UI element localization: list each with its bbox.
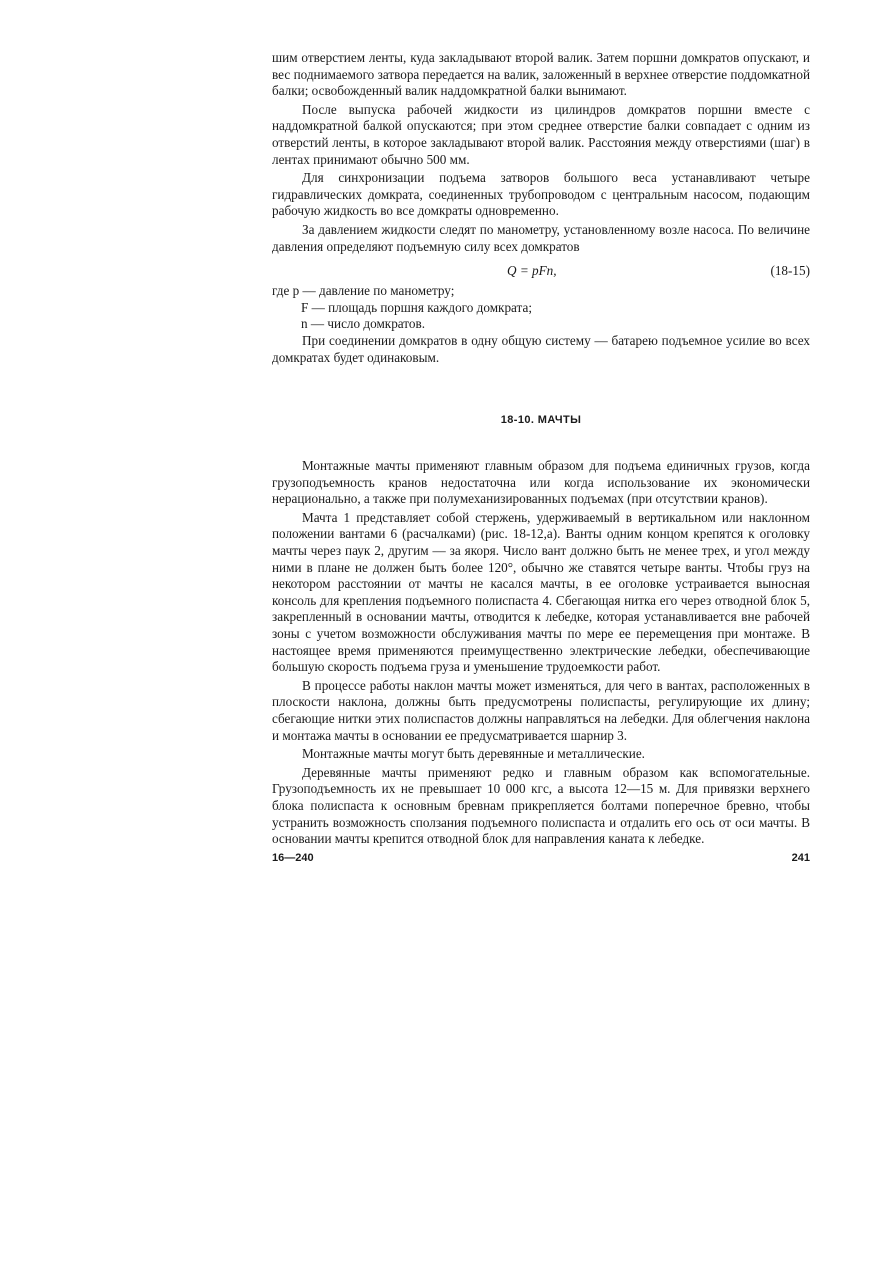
paragraph-mast-tilt: В процессе работы наклон мачты может изменяться, для чего в вантах, расположенных в плоскости наклона, должны быть предусмотрены полиспасты, регулирующие их длину; сбегающие нитки этих полиспастов должны направляться на лебедки. Для облегчения наклона и монтажа мачты в основании ее предусматривается шарнир 3. bbox=[272, 677, 810, 743]
paragraph-battery: При соединении домкратов в одну общую систему — батарею подъемное усилие во всех домкратах будет одинаковым. bbox=[272, 332, 810, 365]
paragraph-pressure: За давлением жидкости следят по манометру, установленному возле насоса. По величине давления определяют подъемную силу всех домкратов bbox=[272, 221, 810, 254]
legend-line-F: F — площадь поршня каждого домкрата; bbox=[301, 299, 532, 315]
printer-signature: 16—240 bbox=[272, 851, 314, 864]
page-body bbox=[272, 50, 810, 870]
formula-number: (18-15) bbox=[770, 263, 810, 279]
formula-row bbox=[272, 261, 810, 283]
formula-expression: Q = pFn, bbox=[507, 263, 557, 279]
formula-legend bbox=[272, 283, 810, 333]
legend-line-p: где p — давление по манометру; bbox=[272, 283, 455, 299]
page-footer bbox=[272, 852, 810, 870]
paragraph-jack-lowering: шим отверстием ленты, куда закладывают второй валик. Затем поршни домкратов опускают, и вес поднимаемого затвора передается на валик, заложенный в верхнее отверстие поддомкатной балки; освобожденный валик наддомкратной балки вынимают. bbox=[272, 50, 810, 99]
legend-line-n: n — число домкратов. bbox=[301, 316, 426, 332]
paragraph-mast-types: Монтажные мачты могут быть деревянные и металлические. bbox=[302, 746, 645, 762]
section-heading: 18-10. МАЧТЫ bbox=[500, 414, 582, 427]
paragraph-mast-structure: Мачта 1 представляет собой стержень, удерживаемый в вертикальном или наклонном положении вантами 6 (расчалками) (рис. 18-12,а). Ванты одним концом крепятся к оголовку мачты через паук 2, другим — за якоря. Число вант должно быть не менее трех, и угол между ними в плане не должен быть более 120°, обычно же ставятся четыре ванты. Чтобы груз на некотором расстоянии от мачты не касался мачты, в ее оголовке устраивается выносная консоль для крепления подъемного полиспаста 4. Сбегающая нитка его через отводной блок 5, закрепленный в основании мачты, отводится к лебедке, которая устанавливается вне рабочей зоны с учетом возможности обслуживания мачты по мере ее перемещения при монтаже. В настоящее время применяются преимущественно электрические лебедки, обеспечивающие большую скорость подъема груза и уменьшение трудоемкости работ. bbox=[272, 509, 810, 675]
paragraph-synchronization: Для синхронизации подъема затворов большого веса устанавливают четыре гидравлических домкрата, соединенных трубопроводом с центральным насосом, подающим рабочую жидкость во все домкраты одновременно. bbox=[272, 170, 810, 219]
paragraph-working-fluid: После выпуска рабочей жидкости из цилиндров домкратов поршни вместе с наддомкратной балкой опускаются; при этом среднее отверстие балки совпадает с одним из отверстий ленты, в которое закладывают второй валик. Расстояния между отверстиями (шаг) в лентах принимают обычно 500 мм. bbox=[272, 101, 810, 167]
paragraph-wooden-masts: Деревянные мачты применяют редко и главным образом как вспомогательные. Грузоподъемность их не превышает 10 000 кгс, а высота 12—15 м. Для привязки верхнего блока полиспаста к основным бревнам прикрепляется болтами поперечное бревно, чтобы устранить возможность сползания подъемного полиспаста и отдалить его ось от оси мачты. В основании мачты крепится отводной блок для направления каната к лебедке. bbox=[272, 764, 810, 847]
page-number: 241 bbox=[791, 851, 810, 864]
paragraph-masts-intro: Монтажные мачты применяют главным образом для подъема единичных грузов, когда грузоподъемность кранов недостаточна или когда использование их экономически нерационально, а также при полумеханизированных подъемах (при отсутствии кранов). bbox=[272, 458, 810, 507]
